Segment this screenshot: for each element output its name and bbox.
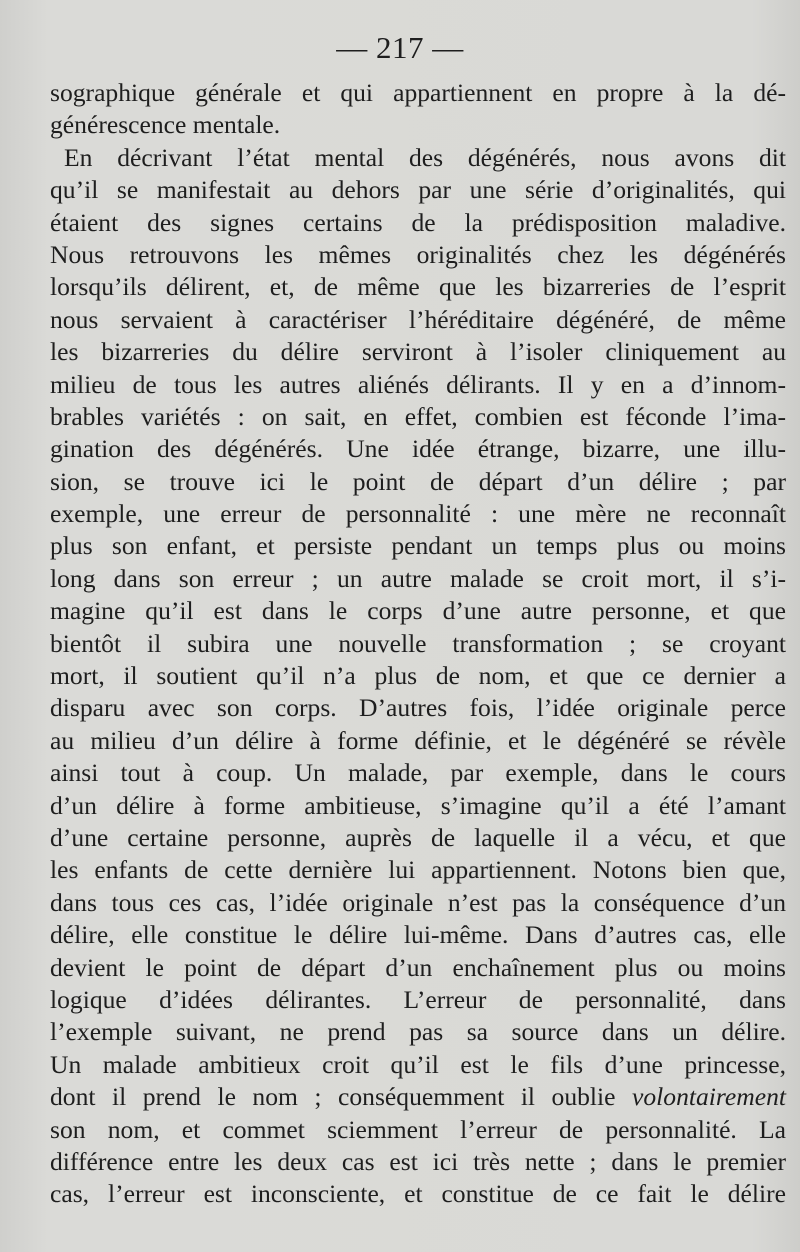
- body-text: [50, 77, 786, 1211]
- text-line: magine qu’il est dans le corps d’une autre personne, et que: [50, 596, 786, 626]
- text-line: En décrivant l’état mental des dégénérés, nous avons dit: [64, 142, 786, 172]
- text-line: au milieu d’un délire à forme définie, et le dégénéré se révèle: [50, 725, 786, 755]
- text-line: brables variétés : on sait, en effet, combien est féconde l’ima-: [50, 401, 786, 431]
- italic-word: volontairement: [632, 1082, 786, 1112]
- text-line: logique d’idées délirantes. L’erreur de personnalité, dans: [50, 984, 786, 1014]
- text-line: sographique générale et qui appartiennent en propre à la dé-: [50, 78, 786, 107]
- text-line: les enfants de cette dernière lui appartiennent. Notons bien que,: [50, 855, 786, 885]
- text-line: milieu de tous les autres aliénés délirants. Il y en a d’innom-: [50, 369, 786, 399]
- text-line: l’exemple suivant, ne prend pas sa source dans un délire.: [50, 1017, 786, 1047]
- text-line: mort, il soutient qu’il n’a plus de nom, et que ce dernier a: [50, 661, 786, 691]
- text-line: Un malade ambitieux croit qu’il est le fils d’une princesse,: [50, 1049, 786, 1079]
- text-line: exemple, une erreur de personnalité : une mère ne reconnaît: [50, 499, 786, 529]
- text-line: générescence mentale.: [50, 110, 281, 140]
- text-line: dans tous ces cas, l’idée originale n’est pas la conséquence d’un: [50, 887, 786, 917]
- text-line: différence entre les deux cas est ici très nette ; dans le premier: [50, 1146, 786, 1176]
- text-line: bientôt il subira une nouvelle transformation ; se croyant: [50, 628, 786, 658]
- text-line: disparu avec son corps. D’autres fois, l’idée originale perce: [50, 693, 786, 723]
- text-line: étaient des signes certains de la prédisposition maladive.: [50, 207, 786, 237]
- page-number: — 217 —: [336, 30, 464, 65]
- text-line: long dans son erreur ; un autre malade se croit mort, il s’i-: [50, 563, 786, 593]
- text-line: les bizarreries du délire serviront à l’isoler cliniquement au: [50, 337, 786, 367]
- text-line: devient le point de départ d’un enchaînement plus ou moins: [50, 952, 786, 982]
- text-line: ainsi tout à coup. Un malade, par exemple, dans le cours: [50, 758, 786, 788]
- text-line: son nom, et commet sciemment l’erreur de personnalité. La: [50, 1114, 786, 1144]
- text-line: plus son enfant, et persiste pendant un temps plus ou moins: [50, 531, 786, 561]
- text-line: d’un délire à forme ambitieuse, s’imagine qu’il a été l’amant: [50, 790, 786, 820]
- text-line: qu’il se manifestait au dehors par une série d’originalités, qui: [50, 175, 786, 205]
- text-line: lorsqu’ils délirent, et, de même que les bizarreries de l’esprit: [50, 272, 786, 302]
- text-line: délire, elle constitue le délire lui-même. Dans d’autres cas, elle: [50, 920, 786, 950]
- text-line: [50, 1081, 786, 1113]
- text-line: gination des dégénérés. Une idée étrange, bizarre, une illu-: [50, 434, 786, 464]
- text-line: sion, se trouve ici le point de départ d’un délire ; par: [50, 466, 786, 496]
- text-line: cas, l’erreur est inconsciente, et constitue de ce fait le délire: [50, 1179, 786, 1209]
- text-run: dont il prend le nom ; conséquemment il oublie: [50, 1082, 632, 1112]
- text-line: Nous retrouvons les mêmes originalités chez les dégénérés: [50, 239, 786, 269]
- text-line: nous servaient à caractériser l’héréditaire dégénéré, de même: [50, 304, 786, 334]
- text-line: d’une certaine personne, auprès de laquelle il a vécu, et que: [50, 822, 786, 852]
